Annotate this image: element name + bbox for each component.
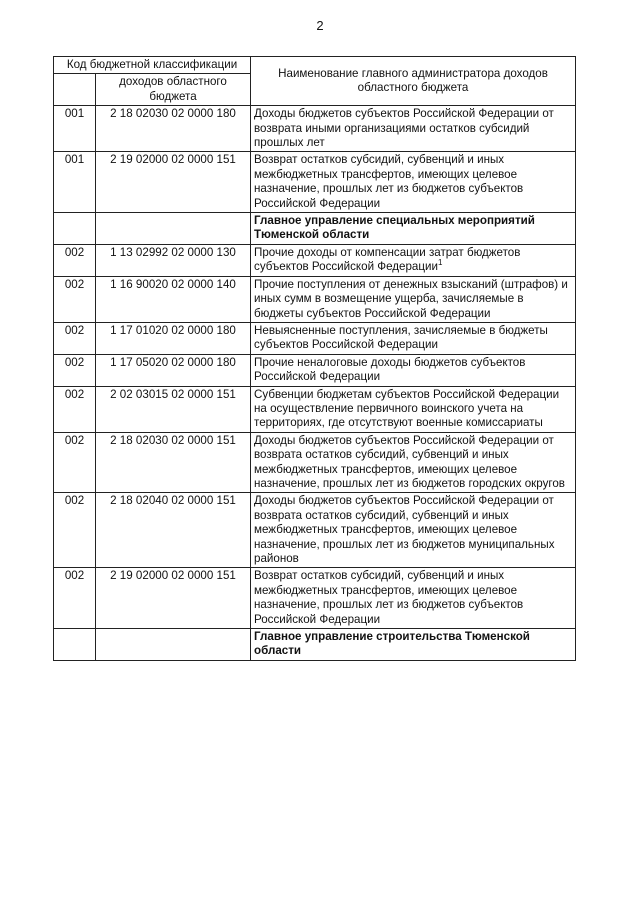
administrator-name-cell bbox=[251, 493, 576, 568]
table-row bbox=[54, 276, 576, 322]
income-code-cell: 2 18 02030 02 0000 151 bbox=[96, 432, 251, 493]
income-code-cell: 2 02 03015 02 0000 151 bbox=[96, 386, 251, 432]
administrator-name-cell bbox=[251, 629, 576, 661]
income-code-cell: 1 17 01020 02 0000 180 bbox=[96, 322, 251, 354]
administrator-name-cell bbox=[251, 106, 576, 152]
income-code-cell: 1 13 02992 02 0000 130 bbox=[96, 244, 251, 276]
name-text: Прочие доходы от компенсации затрат бюджетов субъектов Российской Федерации bbox=[254, 245, 521, 274]
income-code-cell: 2 19 02000 02 0000 151 bbox=[96, 152, 251, 213]
page-number: 2 bbox=[316, 18, 324, 33]
table-body bbox=[54, 106, 576, 661]
name-text: Прочие поступления от денежных взысканий (штрафов) и иных сумм в возмещение ущерба, зачисляемые в бюджеты субъектов Российской Федерации bbox=[254, 277, 568, 320]
admin-code-cell: 001 bbox=[54, 152, 96, 213]
admin-code-cell: 002 bbox=[54, 432, 96, 493]
income-code-cell: 1 17 05020 02 0000 180 bbox=[96, 354, 251, 386]
administrator-name-cell bbox=[251, 276, 576, 322]
administrator-name-cell bbox=[251, 213, 576, 245]
table-row bbox=[54, 432, 576, 493]
header-classification-group: Код бюджетной классификации bbox=[54, 57, 251, 74]
admin-code-cell: 002 bbox=[54, 354, 96, 386]
table-row bbox=[54, 568, 576, 629]
income-code-cell: 1 16 90020 02 0000 140 bbox=[96, 276, 251, 322]
name-text: Субвенции бюджетам субъектов Российской Федерации на осуществление первичного воинского учета на территориях, где отсутствуют военные комиссариаты bbox=[254, 387, 560, 430]
section-row bbox=[54, 629, 576, 661]
admin-code-cell: 002 bbox=[54, 322, 96, 354]
income-code-cell: 2 18 02030 02 0000 180 bbox=[96, 106, 251, 152]
table-row bbox=[54, 244, 576, 276]
income-code-cell: 2 19 02000 02 0000 151 bbox=[96, 568, 251, 629]
admin-code-cell: 002 bbox=[54, 276, 96, 322]
name-text: Невыясненные поступления, зачисляемые в бюджеты субъектов Российской Федерации bbox=[254, 323, 548, 352]
name-text: Доходы бюджетов субъектов Российской Федерации от возврата остатков субсидий, субвенций и иных межбюджетных трансфертов, имеющих целевое назначение, прошлых лет из бюджетов муниципальных районов bbox=[254, 494, 555, 565]
table-row bbox=[54, 493, 576, 568]
header-administrator-name: Наименование главного администратора доходов областного бюджета bbox=[251, 57, 576, 106]
name-text: Главное управление строительства Тюменской области bbox=[254, 630, 530, 658]
name-text: Главное управление специальных мероприятий Тюменской области bbox=[254, 214, 535, 242]
header-admin-code bbox=[54, 74, 96, 106]
admin-code-cell: 002 bbox=[54, 244, 96, 276]
administrator-name-cell bbox=[251, 432, 576, 493]
name-text: Доходы бюджетов субъектов Российской Федерации от возврата остатков субсидий, субвенций и иных межбюджетных трансфертов, имеющих целевое назначение, прошлых лет из бюджетов городских округов bbox=[254, 433, 565, 490]
administrator-name-cell bbox=[251, 244, 576, 276]
admin-code-cell bbox=[54, 629, 96, 661]
admin-code-cell: 002 bbox=[54, 493, 96, 568]
administrator-name-cell bbox=[251, 322, 576, 354]
section-row bbox=[54, 213, 576, 245]
admin-code-cell: 001 bbox=[54, 106, 96, 152]
income-code-cell bbox=[96, 629, 251, 661]
table-row bbox=[54, 354, 576, 386]
admin-code-cell bbox=[54, 213, 96, 245]
administrator-name-cell bbox=[251, 386, 576, 432]
name-text: Возврат остатков субсидий, субвенций и иных межбюджетных трансфертов, имеющих целевое назначение, прошлых лет из бюджетов субъектов Российской Федерации bbox=[254, 569, 524, 626]
administrator-name-cell bbox=[251, 354, 576, 386]
budget-classification-table bbox=[53, 56, 576, 661]
income-code-cell: 2 18 02040 02 0000 151 bbox=[96, 493, 251, 568]
income-code-cell bbox=[96, 213, 251, 245]
table-row bbox=[54, 106, 576, 152]
name-text: Прочие неналоговые доходы бюджетов субъектов Российской Федерации bbox=[254, 355, 526, 384]
table-header-row bbox=[54, 57, 576, 74]
administrator-name-cell bbox=[251, 568, 576, 629]
table-row bbox=[54, 152, 576, 213]
name-text: Возврат остатков субсидий, субвенций и иных межбюджетных трансфертов, имеющих целевое назначение, прошлых лет из бюджетов субъектов Российской Федерации bbox=[254, 153, 524, 210]
administrator-name-cell bbox=[251, 152, 576, 213]
table-row bbox=[54, 322, 576, 354]
admin-code-cell: 002 bbox=[54, 386, 96, 432]
table-row bbox=[54, 386, 576, 432]
name-text: Доходы бюджетов субъектов Российской Федерации от возврата иными организациями остатков субсидий прошлых лет bbox=[254, 107, 554, 150]
header-income-code: доходов областного бюджета bbox=[96, 74, 251, 106]
admin-code-cell: 002 bbox=[54, 568, 96, 629]
footnote-marker: 1 bbox=[437, 258, 443, 268]
